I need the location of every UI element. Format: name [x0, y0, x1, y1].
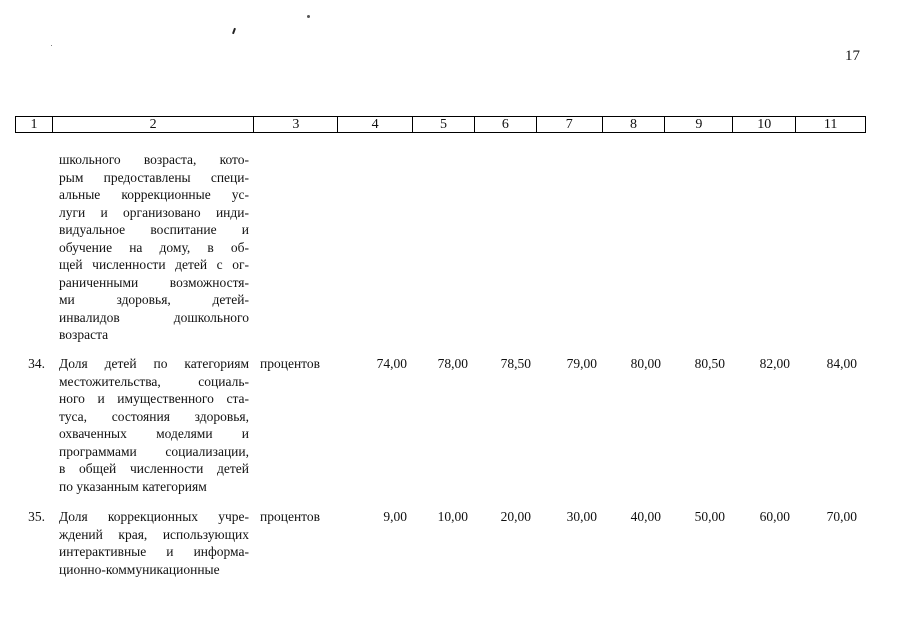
scan-mark	[232, 28, 236, 34]
value-cell: 80,50	[694, 356, 725, 371]
column-header: 7	[537, 117, 603, 132]
description-line: Доля детей по категориям	[59, 356, 249, 371]
column-header: 5	[413, 117, 475, 132]
description-line: школьного возраста, кото-	[59, 152, 249, 167]
unit-of-measure: процентов	[260, 356, 321, 371]
description-line: рым предоставлены специ-	[59, 169, 249, 185]
value-cell: 10,00	[437, 509, 468, 524]
column-header: 3	[254, 117, 338, 132]
description-line: интерактивные и информа-	[59, 544, 249, 559]
value-cell: 78,00	[437, 356, 468, 371]
description-line: туса, состояния здоровья,	[59, 408, 249, 424]
indicator-description	[59, 355, 249, 495]
value-cell: 79,00	[566, 356, 597, 371]
scan-speck	[307, 15, 310, 18]
column-header: 9	[665, 117, 733, 132]
description-line: ми здоровья, детей-	[59, 292, 249, 307]
value-cell: 74,00	[376, 356, 407, 371]
row-number: 34.	[28, 356, 45, 371]
value-cell: 60,00	[759, 509, 790, 524]
value-cell: 82,00	[759, 356, 790, 371]
description-line: обучение на дому, в об-	[59, 239, 249, 255]
description-line: ждений края, использующих	[59, 526, 249, 542]
unit-of-measure: процентов	[260, 509, 321, 524]
description-line: программами социализации,	[59, 443, 249, 459]
value-cell: 78,50	[500, 356, 531, 371]
value-cell: 84,00	[826, 356, 857, 371]
column-header: 4	[338, 117, 413, 132]
value-cell: 70,00	[826, 509, 857, 524]
description-line: по указанным категориям	[59, 478, 207, 494]
value-cell: 80,00	[630, 356, 661, 371]
description-line: видуальное воспитание и	[59, 222, 249, 237]
column-header-row	[15, 116, 866, 133]
description-line: ного и имущественного ста-	[59, 391, 249, 406]
column-header: 1	[16, 117, 53, 132]
description-line: раниченными возможностя-	[59, 274, 249, 290]
column-header: 2	[53, 117, 255, 132]
description-line: Доля коррекционных учре-	[59, 509, 249, 524]
value-cell: 30,00	[566, 509, 597, 524]
column-header: 11	[823, 117, 838, 132]
description-line: возраста	[59, 327, 109, 342]
description-line: в общей численности детей	[59, 461, 249, 476]
indicator-description	[59, 508, 249, 578]
value-cell: 50,00	[694, 509, 725, 524]
description-line: альные коррекционные ус-	[59, 187, 249, 202]
value-cell: 9,00	[383, 509, 407, 524]
description-line: щей численности детей с ог-	[59, 257, 249, 272]
value-cell: 40,00	[630, 509, 661, 524]
description-line: местожительства, социаль-	[59, 373, 249, 389]
column-header: 6	[475, 117, 537, 132]
scan-speck	[51, 45, 52, 46]
description-line: луги и организовано инди-	[59, 204, 249, 220]
row-number: 35.	[28, 509, 45, 524]
indicator-description	[59, 151, 249, 344]
column-header: 10	[733, 117, 796, 132]
column-header: 8	[603, 117, 666, 132]
description-line: охваченных моделями и	[59, 426, 249, 441]
value-cell: 20,00	[500, 509, 531, 524]
description-line: инвалидов дошкольного	[59, 309, 249, 325]
description-line: ционно-коммуникационные	[59, 561, 220, 577]
page-number: 17	[845, 48, 860, 64]
